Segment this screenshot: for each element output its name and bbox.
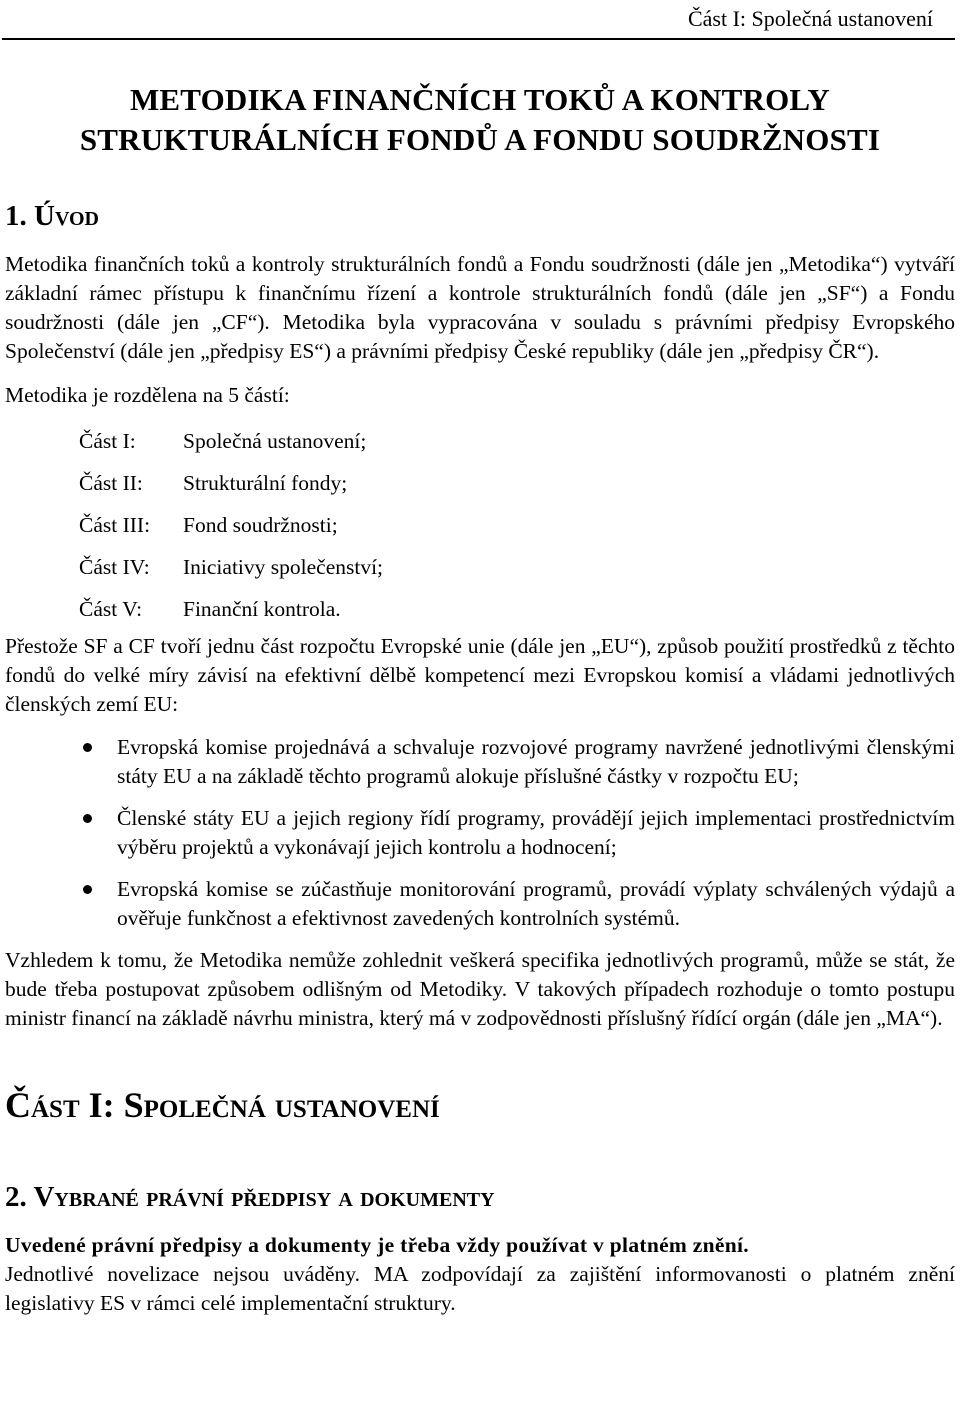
part-label: Část II: xyxy=(79,471,143,495)
part-label: Část III: xyxy=(79,513,151,537)
part-1-heading: Část I: Společná ustanovení xyxy=(5,1085,440,1125)
part-name: Fond soudržnosti; xyxy=(183,513,338,537)
section-1-heading: 1. Úvod xyxy=(5,200,99,232)
part-row xyxy=(79,462,955,504)
bullet-icon xyxy=(83,885,92,894)
part-name: Iniciativy společenství; xyxy=(183,555,384,579)
list-item xyxy=(5,733,955,791)
part-name: Strukturální fondy; xyxy=(183,471,348,495)
bold-notice-paragraph: Uvedené právní předpisy a dokumenty je třeba vždy používat v platném znění. xyxy=(5,1233,749,1257)
list-item-text: Členské státy EU a jejich regiony řídí programy, provádějí jejich implementaci prostřednictvím výběru projektů a vykonávají jejich kontrolu a hodnocení; xyxy=(117,806,955,859)
intro-paragraph: Metodika finančních toků a kontroly strukturálních fondů a Fondu soudržnosti (dále jen „Metodika“) vytváří základní rámec přístupu k finančnímu řízení a kontrole strukturálních fondů (dále jen „SF“) a Fondu soudržnosti (dále jen „CF“). Metodika byla vypracována v souladu s právními předpisy Evropského Společenství (dále jen „předpisy ES“) a právními předpisy České republiky (dále jen „předpisy ČR“). xyxy=(5,252,955,363)
part-row xyxy=(79,504,955,546)
part-label: Část IV: xyxy=(79,555,150,579)
part-name: Společná ustanovení; xyxy=(183,429,367,453)
exceptions-paragraph: Vzhledem k tomu, že Metodika nemůže zohlednit veškerá specifika jednotlivých programů, může se stát, že bude třeba postupovat způsobem odlišným od Metodiky. V takových případech rozhoduje o tomto postupu ministr financí na základě návrhu ministra, který má v zodpovědnosti příslušný řídící orgán (dále jen „MA“). xyxy=(5,948,955,1030)
list-item xyxy=(5,875,955,933)
bullet-icon xyxy=(83,814,92,823)
document-title xyxy=(5,80,955,160)
bullet-icon xyxy=(83,743,92,752)
part-label: Část I: xyxy=(79,429,136,453)
list-item xyxy=(5,804,955,862)
part-row xyxy=(79,420,955,462)
part-row xyxy=(79,588,955,630)
parts-intro-paragraph: Metodika je rozdělena na 5 částí: xyxy=(5,383,290,407)
list-item-text: Evropská komise projednává a schvaluje rozvojové programy navržené jednotlivými členskými státy EU a na základě těchto programů alokuje příslušné částky v rozpočtu EU; xyxy=(117,735,955,788)
part-row xyxy=(79,546,955,588)
part-name: Finanční kontrola. xyxy=(183,597,341,621)
section-2-heading: 2. Vybrané právní předpisy a dokumenty xyxy=(5,1181,495,1213)
part-label: Část V: xyxy=(79,597,143,621)
header-divider xyxy=(2,38,955,40)
running-header: Část I: Společná ustanovení xyxy=(687,6,933,31)
list-item-text: Evropská komise se zúčastňuje monitorování programů, provádí výplaty schválených výdajů a ověřuje funkčnost a efektivnost zavedených kontrolních systémů. xyxy=(117,877,955,930)
document-title-line-2: STRUKTURÁLNÍCH FONDŮ A FONDU SOUDRŽNOSTI xyxy=(79,122,881,157)
sf-cf-paragraph: Přestože SF a CF tvoří jednu část rozpočtu Evropské unie (dále jen „EU“), způsob použití prostředků z těchto fondů do velké míry závisí na efektivní dělbě kompetencí mezi Evropskou komisí a vládami jednotlivých členských zemí EU: xyxy=(5,634,955,716)
document-title-line-1: METODIKA FINANČNÍCH TOKŮ A KONTROLY xyxy=(129,82,831,117)
novelization-paragraph: Jednotlivé novelizace nejsou uváděny. MA zodpovídají za zajištění informovanosti o platném znění legislativy ES v rámci celé implementační struktury. xyxy=(5,1262,955,1315)
parts-list xyxy=(79,420,955,630)
document-page xyxy=(5,0,955,1318)
competence-list xyxy=(5,733,955,933)
